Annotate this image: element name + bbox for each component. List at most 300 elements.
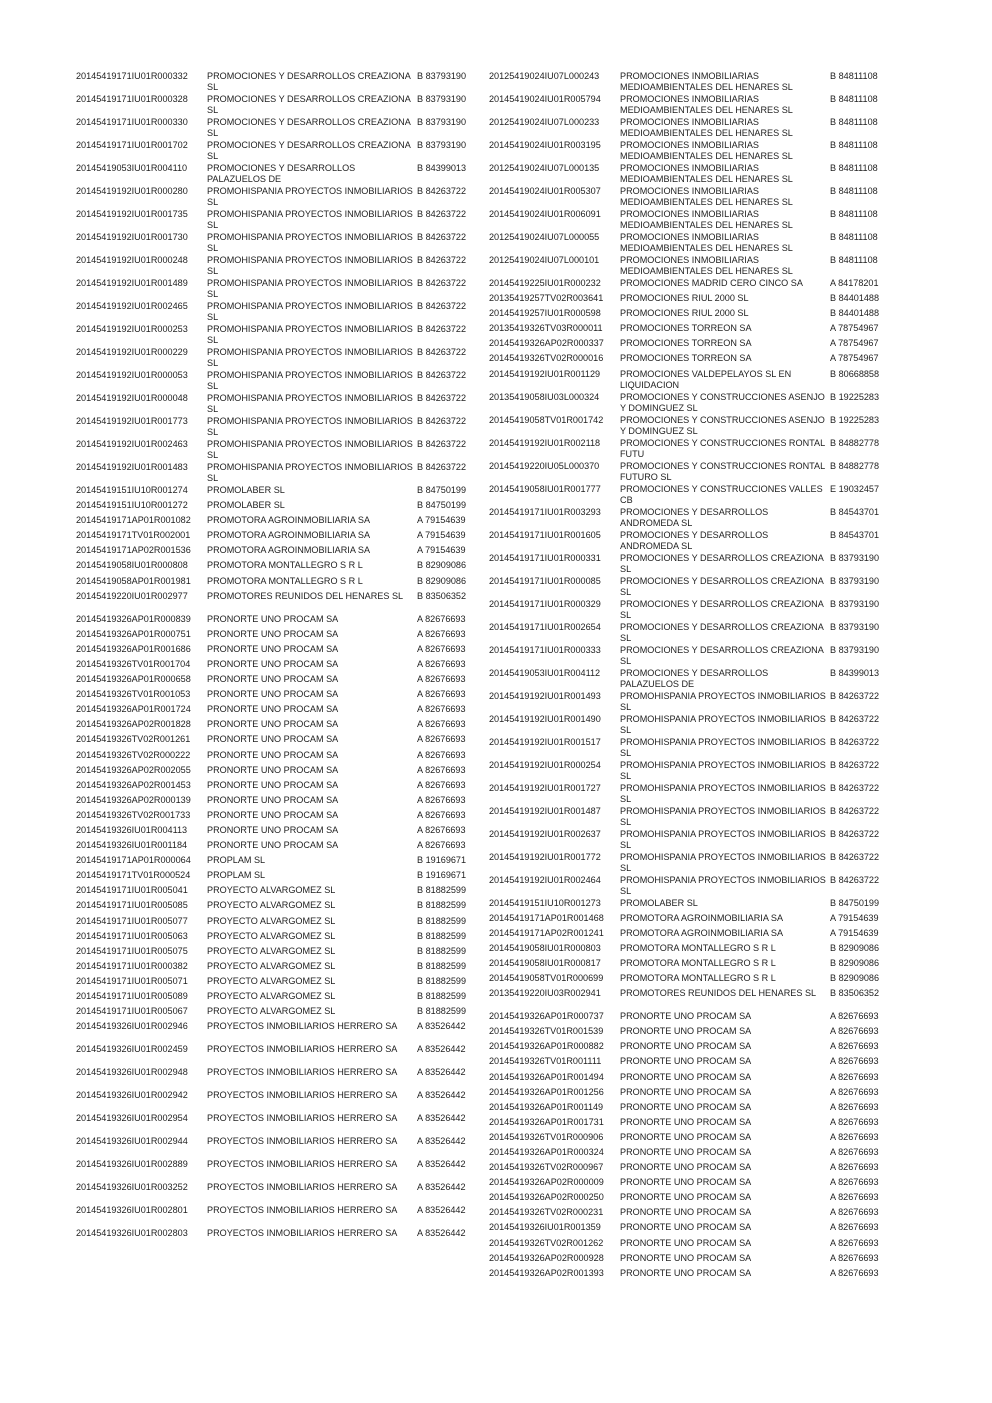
record-id: 20145419171TV01R002001 <box>76 530 191 541</box>
tax-id: A 82676693 <box>417 613 466 624</box>
company-name: PROMOCIONES Y DESARROLLOS CREAZIONA SL <box>207 140 411 162</box>
record-id: 20145419326AP02R000337 <box>489 338 604 349</box>
company-name: PROYECTO ALVARGOMEZ SL <box>207 900 336 911</box>
company-name: PROMOCIONES Y DESARROLLOS ANDROMEDA SL <box>620 506 769 528</box>
table-row <box>489 278 879 293</box>
record-id: 20145419171TV01R000524 <box>76 870 191 881</box>
company-name: PROMOCIONES Y DESARROLLOS PALAZUELOS DE <box>207 163 356 185</box>
company-name: PROMOCIONES Y DESARROLLOS PALAZUELOS DE <box>620 667 769 689</box>
table-row <box>489 852 879 875</box>
record-id: 20145419326AP01R000324 <box>489 1146 604 1157</box>
tax-id: B 84263722 <box>417 324 467 334</box>
tax-id: A 82676693 <box>830 1222 879 1233</box>
table-row <box>76 870 466 885</box>
tax-id: A 82676693 <box>417 704 466 715</box>
company-name: PROPLAM SL <box>207 870 266 881</box>
company-name: PROMOTORA MONTALLEGRO S R L <box>207 560 363 571</box>
table-row <box>76 1113 466 1136</box>
record-id: 20145419171IU01R005089 <box>76 991 188 1001</box>
company-name: PROMOTORA AGROINMOBILIARIA SA <box>620 912 784 923</box>
table-row <box>489 898 879 913</box>
company-name: PROYECTOS INMOBILIARIOS HERRERO SA <box>207 1228 398 1239</box>
table-row <box>489 943 879 958</box>
record-id: 20145419326TV02R000222 <box>76 749 191 760</box>
record-id: 20145419326AP02R000139 <box>76 794 191 805</box>
tax-id: A 78754967 <box>830 353 879 364</box>
record-id: 20145419257IU01R000598 <box>489 308 601 319</box>
company-name: PROMOTORA AGROINMOBILIARIA SA <box>207 545 371 556</box>
tax-id: A 82676693 <box>830 1131 879 1142</box>
table-row <box>489 308 879 323</box>
tax-id: A 78754967 <box>830 338 879 349</box>
record-id: 20145419058IU01R000803 <box>489 942 601 953</box>
record-id: 20145419171IU01R000331 <box>489 552 601 563</box>
record-id: 20145419171AP01R000064 <box>76 855 191 866</box>
tax-id: A 82676693 <box>830 1026 879 1037</box>
record-id: 20145419326TV01R000906 <box>489 1131 604 1142</box>
record-id: 20145419326IU01R003252 <box>76 1182 188 1193</box>
tax-id: B 83793190 <box>830 644 880 655</box>
tax-id: B 83793190 <box>417 140 467 150</box>
table-row <box>76 485 466 500</box>
table-row <box>76 1090 466 1113</box>
table-row <box>76 140 466 163</box>
table-row <box>489 1102 879 1117</box>
company-name: PROMOCIONES Y DESARROLLOS CREAZIONA SL <box>620 598 824 620</box>
company-name: PRONORTE UNO PROCAM SA <box>207 840 339 851</box>
company-name: PROMOCIONES Y CONSTRUCCIONES RONTAL FUTURO SL <box>620 460 825 482</box>
table-row <box>489 1222 879 1237</box>
company-name: PROMOHISPANIA PROYECTOS INMOBILIARIOS SL <box>207 186 413 208</box>
company-name: PRONORTE UNO PROCAM SA <box>207 824 339 835</box>
company-name: PRONORTE UNO PROCAM SA <box>620 1146 752 1157</box>
table-row <box>489 1011 879 1026</box>
company-name: PRONORTE UNO PROCAM SA <box>620 1192 752 1203</box>
tax-id: B 84811108 <box>830 94 878 104</box>
table-row <box>489 530 879 553</box>
record-id: 20125419024IU07L000101 <box>489 255 600 265</box>
table-row <box>76 719 466 734</box>
table-row <box>489 1147 879 1162</box>
record-id: 20145419326IU01R002803 <box>76 1228 188 1239</box>
tax-id: B 82909086 <box>830 973 880 984</box>
record-id: 20145419326IU01R002948 <box>76 1067 188 1078</box>
table-row <box>76 439 466 462</box>
record-id: 20145419171IU01R000085 <box>489 575 601 586</box>
record-id: 20145419192IU01R002637 <box>489 828 601 839</box>
tax-id: B 84263722 <box>417 462 467 472</box>
tax-id: B 84263722 <box>830 851 880 862</box>
tax-id: B 84263722 <box>417 347 467 357</box>
table-row <box>489 117 879 140</box>
tax-id: B 84263722 <box>417 278 467 288</box>
tax-id: B 84263722 <box>417 209 467 219</box>
record-id: 20145419326IU01R001184 <box>76 840 188 851</box>
tax-id: B 81882599 <box>417 1006 467 1017</box>
tax-id: B 81882599 <box>417 915 467 926</box>
record-id: 20145419192IU01R001727 <box>489 782 601 793</box>
table-row <box>76 900 466 915</box>
company-name: PROYECTOS INMOBILIARIOS HERRERO SA <box>207 1205 398 1216</box>
record-id: 20145419171IU01R000333 <box>489 644 601 655</box>
table-row <box>76 810 466 825</box>
table-row <box>489 1268 879 1283</box>
tax-id: B 84263722 <box>830 874 880 885</box>
table-row <box>76 1228 466 1251</box>
table-row <box>489 875 879 898</box>
tax-id: B 84401488 <box>830 293 880 304</box>
record-id: 20145419171IU01R005067 <box>76 1006 188 1017</box>
tax-id: A 82676693 <box>830 1086 879 1097</box>
table-row <box>489 1072 879 1087</box>
tax-id: B 81882599 <box>417 945 467 956</box>
company-name: PRONORTE UNO PROCAM SA <box>620 1011 752 1022</box>
table-row <box>489 232 879 255</box>
table-row <box>76 689 466 704</box>
tax-id: A 82676693 <box>417 674 466 685</box>
table-row <box>76 734 466 749</box>
table-row <box>489 760 879 783</box>
record-id: 20145419220IU05L000370 <box>489 460 600 471</box>
company-name: PROMOHISPANIA PROYECTOS INMOBILIARIOS SL <box>207 462 413 484</box>
record-id: 20145419326AP01R001724 <box>76 704 191 715</box>
record-id: 20145419326TV02R001262 <box>489 1237 604 1248</box>
tax-id: A 82676693 <box>830 1116 879 1127</box>
tax-id: B 84811108 <box>830 255 878 265</box>
tax-id: A 82676693 <box>417 840 466 851</box>
tax-id: B 83793190 <box>417 117 467 127</box>
tax-id: A 82676693 <box>417 764 466 775</box>
table-row <box>76 916 466 931</box>
record-id: 20135419220IU03R002941 <box>489 988 601 999</box>
table-row <box>489 988 879 1011</box>
company-name: PROMOTORA AGROINMOBILIARIA SA <box>620 927 784 938</box>
table-row <box>489 645 879 668</box>
company-name: PROMOCIONES Y CONSTRUCCIONES RONTAL FUTU <box>620 437 825 459</box>
table-row <box>76 324 466 347</box>
table-row <box>76 1205 466 1228</box>
record-id: 20145419326AP02R000928 <box>489 1252 604 1263</box>
record-id: 20145419326AP02R001828 <box>76 719 191 730</box>
company-name: PRONORTE UNO PROCAM SA <box>620 1237 752 1248</box>
company-name: PRONORTE UNO PROCAM SA <box>207 674 339 685</box>
table-row <box>489 392 879 415</box>
company-name: PROMOCIONES Y DESARROLLOS CREAZIONA SL <box>620 552 824 574</box>
tax-id: A 82676693 <box>417 824 466 835</box>
company-name: PROMOTORA MONTALLEGRO S R L <box>207 575 363 586</box>
table-row <box>76 416 466 439</box>
tax-id: B 84543701 <box>830 506 880 517</box>
tax-id: A 83526442 <box>417 1182 466 1193</box>
record-id: 20125419024IU07L000135 <box>489 163 600 173</box>
table-row <box>489 293 879 308</box>
tax-id: A 82676693 <box>830 1011 879 1022</box>
record-id: 20145419326TV02R000016 <box>489 353 604 364</box>
table-row <box>76 885 466 900</box>
table-row <box>489 668 879 691</box>
table-row <box>489 438 879 461</box>
table-row <box>489 783 879 806</box>
company-name: PROMOHISPANIA PROYECTOS INMOBILIARIOS SL <box>620 782 826 804</box>
company-name: PRONORTE UNO PROCAM SA <box>620 1116 752 1127</box>
table-row <box>489 484 879 507</box>
company-name: PRONORTE UNO PROCAM SA <box>207 719 339 730</box>
tax-id: B 84543701 <box>830 529 880 540</box>
table-row <box>76 614 466 629</box>
tax-id: B 84263722 <box>417 255 467 265</box>
company-name: PRONORTE UNO PROCAM SA <box>620 1177 752 1188</box>
company-name: PROMOTORES REUNIDOS DEL HENARES SL <box>620 988 817 999</box>
record-id: 20145419058IU01R001777 <box>489 483 601 494</box>
table-row <box>489 186 879 209</box>
tax-id: A 83526442 <box>417 1021 466 1032</box>
company-name: PROMOCIONES Y CONSTRUCCIONES ASENJO Y DOMINGUEZ SL <box>620 391 825 413</box>
tax-id: A 79154639 <box>417 530 466 541</box>
company-name: PROYECTO ALVARGOMEZ SL <box>207 945 336 956</box>
company-name: PRONORTE UNO PROCAM SA <box>620 1222 752 1233</box>
record-id: 20145419326AP01R000751 <box>76 628 191 639</box>
table-row <box>76 976 466 991</box>
company-name: PROMOHISPANIA PROYECTOS INMOBILIARIOS SL <box>207 347 413 369</box>
company-name: PROMOHISPANIA PROYECTOS INMOBILIARIOS SL <box>207 370 413 392</box>
table-row <box>489 714 879 737</box>
record-id: 20145419326TV01R001111 <box>489 1056 602 1067</box>
tax-id: A 82676693 <box>830 1177 879 1188</box>
company-name: PRONORTE UNO PROCAM SA <box>207 809 339 820</box>
tax-id: A 84178201 <box>830 278 879 288</box>
table-row <box>489 1192 879 1207</box>
company-name: PRONORTE UNO PROCAM SA <box>620 1101 752 1112</box>
record-id: 20145419024IU01R003195 <box>489 140 601 150</box>
table-row <box>76 659 466 674</box>
company-name: PROMOCIONES Y DESARROLLOS ANDROMEDA SL <box>620 529 769 551</box>
company-name: PROMOLABER SL <box>207 485 285 495</box>
record-id: 20145419171IU01R000329 <box>489 598 601 609</box>
tax-id: B 82909086 <box>417 560 467 571</box>
company-name: PRONORTE UNO PROCAM SA <box>620 1267 752 1278</box>
record-id: 20145419326IU01R002954 <box>76 1113 188 1124</box>
table-row <box>76 545 466 560</box>
tax-id: B 83793190 <box>830 598 880 609</box>
record-id: 20145419151IU10R001273 <box>489 897 601 908</box>
record-id: 20145419058IU01R000808 <box>76 560 188 571</box>
record-id: 20145419171IU01R000330 <box>76 117 188 127</box>
record-id: 20145419192IU01R000253 <box>76 324 188 334</box>
record-id: 20145419053IU01R004110 <box>76 163 188 173</box>
record-id: 20145419225IU01R000232 <box>489 278 601 288</box>
tax-id: B 84263722 <box>830 805 880 816</box>
record-id: 20145419192IU01R001489 <box>76 278 188 288</box>
table-row <box>489 353 879 368</box>
table-row <box>489 1117 879 1132</box>
tax-id: B 83793190 <box>830 621 880 632</box>
record-id: 20145419326IU01R002944 <box>76 1136 188 1147</box>
table-row <box>489 913 879 928</box>
record-id: 20145419192IU01R001490 <box>489 713 601 724</box>
table-row <box>489 1056 879 1071</box>
company-name: PROMOCIONES Y DESARROLLOS CREAZIONA SL <box>207 117 411 139</box>
table-row <box>489 323 879 338</box>
table-row <box>489 338 879 353</box>
record-id: 20145419192IU01R002465 <box>76 301 188 311</box>
company-name: PROMOCIONES Y CONSTRUCCIONES ASENJO Y DOMINGUEZ SL <box>620 414 825 436</box>
record-id: 20145419326AP01R000839 <box>76 613 191 624</box>
record-id: 20145419326IU01R004113 <box>76 824 188 835</box>
company-name: PROYECTO ALVARGOMEZ SL <box>207 930 336 941</box>
tax-id: A 82676693 <box>417 658 466 669</box>
record-id: 20125419024IU07L000055 <box>489 232 600 242</box>
company-name: PROMOTORA MONTALLEGRO S R L <box>620 973 776 984</box>
company-name: PROMOCIONES INMOBILIARIAS MEDIOAMBIENTALES DEL HENARES SL <box>620 117 793 139</box>
company-name: PROYECTO ALVARGOMEZ SL <box>207 960 336 971</box>
tax-id: A 82676693 <box>830 1162 879 1173</box>
record-id: 20145419024IU01R005794 <box>489 94 601 104</box>
company-name: PROMOCIONES Y CONSTRUCCIONES VALLES CB <box>620 483 823 505</box>
company-name: PRONORTE UNO PROCAM SA <box>207 613 339 624</box>
company-name: PROMOCIONES TORREON SA <box>620 338 752 349</box>
record-id: 20145419192IU01R001773 <box>76 416 188 426</box>
company-name: PROMOCIONES RIUL 2000 SL <box>620 308 749 319</box>
table-row <box>489 163 879 186</box>
record-id: 20145419326IU01R002946 <box>76 1021 188 1032</box>
table-row <box>76 644 466 659</box>
tax-id: B 83793190 <box>417 94 467 104</box>
record-id: 20145419326AP01R000658 <box>76 674 191 685</box>
tax-id: A 83526442 <box>417 1205 466 1216</box>
record-id: 20145419024IU01R006091 <box>489 209 601 219</box>
tax-id: B 19169671 <box>417 855 467 866</box>
record-id: 20145419192IU01R000280 <box>76 186 188 196</box>
table-row <box>489 1026 879 1041</box>
record-id: 20125419024IU07L000243 <box>489 71 600 81</box>
company-name: PROMOHISPANIA PROYECTOS INMOBILIARIOS SL <box>620 759 826 781</box>
record-id: 20145419171IU01R000328 <box>76 94 188 104</box>
table-row <box>76 71 466 94</box>
tax-id: B 84750199 <box>417 485 467 495</box>
record-id: 20145419326TV02R000967 <box>489 1162 604 1173</box>
company-name: PROMOCIONES INMOBILIARIAS MEDIOAMBIENTALES DEL HENARES SL <box>620 140 793 162</box>
table-row <box>76 301 466 324</box>
table-row <box>76 515 466 530</box>
record-id: 20145419326AP01R000737 <box>489 1011 604 1022</box>
record-id: 20145419326TV01R001704 <box>76 658 191 669</box>
company-name: PRONORTE UNO PROCAM SA <box>207 794 339 805</box>
tax-id: B 82909086 <box>830 957 880 968</box>
table-row <box>489 599 879 622</box>
left-column <box>76 71 466 1251</box>
company-name: PROMOCIONES INMOBILIARIAS MEDIOAMBIENTALES DEL HENARES SL <box>620 94 793 116</box>
tax-id: B 84811108 <box>830 117 878 127</box>
tax-id: A 83526442 <box>417 1159 466 1170</box>
record-id: 20145419192IU01R002463 <box>76 439 188 449</box>
tax-id: A 82676693 <box>417 749 466 760</box>
right-column <box>489 71 879 1283</box>
table-row <box>489 1162 879 1177</box>
record-id: 20145419326IU01R002942 <box>76 1090 188 1101</box>
tax-id: B 84399013 <box>830 667 880 678</box>
tax-id: A 79154639 <box>830 927 879 938</box>
tax-id: A 82676693 <box>830 1192 879 1203</box>
table-row <box>76 393 466 416</box>
tax-id: B 83793190 <box>830 575 880 586</box>
record-id: 20145419326IU01R002801 <box>76 1205 188 1216</box>
record-id: 20145419171AP02R001241 <box>489 927 604 938</box>
company-name: PROMOCIONES RIUL 2000 SL <box>620 293 749 304</box>
tax-id: E 19032457 <box>830 483 880 494</box>
record-id: 20145419171IU01R002654 <box>489 621 601 632</box>
tax-id: B 84263722 <box>417 393 467 403</box>
record-id: 20145419326TV01R001539 <box>489 1026 604 1037</box>
company-name: PROMOLABER SL <box>207 500 285 511</box>
company-name: PROYECTOS INMOBILIARIOS HERRERO SA <box>207 1182 398 1193</box>
tax-id: B 84750199 <box>830 897 880 908</box>
company-name: PRONORTE UNO PROCAM SA <box>620 1071 752 1082</box>
table-row <box>489 461 879 484</box>
table-row <box>489 928 879 943</box>
company-name: PROMOTORA AGROINMOBILIARIA SA <box>207 530 371 541</box>
tax-id: A 82676693 <box>417 628 466 639</box>
company-name: PROMOHISPANIA PROYECTOS INMOBILIARIOS SL <box>207 232 413 254</box>
table-row <box>76 795 466 810</box>
tax-id: A 78754967 <box>830 323 879 334</box>
table-row <box>76 825 466 840</box>
record-id: 20145419192IU01R001487 <box>489 805 601 816</box>
record-id: 20145419171IU01R005077 <box>76 915 188 926</box>
table-row <box>76 780 466 795</box>
tax-id: B 84263722 <box>830 713 880 724</box>
tax-id: B 84263722 <box>417 232 467 242</box>
company-name: PROMOCIONES MADRID CERO CINCO SA <box>620 278 803 288</box>
company-name: PROMOHISPANIA PROYECTOS INMOBILIARIOS SL <box>620 690 826 712</box>
table-row <box>76 931 466 946</box>
table-row <box>76 94 466 117</box>
company-name: PRONORTE UNO PROCAM SA <box>620 1131 752 1142</box>
company-name: PROMOHISPANIA PROYECTOS INMOBILIARIOS SL <box>207 301 413 323</box>
record-id: 20145419171IU01R005063 <box>76 930 188 941</box>
table-row <box>76 1006 466 1021</box>
record-id: 20145419326TV02R001261 <box>76 734 191 745</box>
tax-id: B 84263722 <box>417 439 467 449</box>
table-row <box>489 973 879 988</box>
table-row <box>76 704 466 719</box>
tax-id: B 84399013 <box>417 163 467 173</box>
table-row <box>489 1177 879 1192</box>
tax-id: B 19169671 <box>417 870 467 881</box>
tax-id: B 83506352 <box>417 590 467 601</box>
table-row <box>76 1044 466 1067</box>
table-row <box>76 1067 466 1090</box>
company-name: PROPLAM SL <box>207 855 266 866</box>
tax-id: B 84811108 <box>830 71 878 81</box>
table-row <box>76 674 466 689</box>
tax-id: B 84263722 <box>830 759 880 770</box>
tax-id: B 84263722 <box>417 370 467 380</box>
table-row <box>489 806 879 829</box>
table-row <box>76 500 466 515</box>
company-name: PROMOCIONES Y DESARROLLOS CREAZIONA SL <box>207 71 411 93</box>
company-name: PROMOTORES REUNIDOS DEL HENARES SL <box>207 590 404 601</box>
tax-id: B 84263722 <box>417 416 467 426</box>
record-id: 20145419192IU01R000254 <box>489 759 601 770</box>
table-row <box>76 991 466 1006</box>
record-id: 20145419326AP02R000009 <box>489 1177 604 1188</box>
table-row <box>76 163 466 186</box>
company-name: PRONORTE UNO PROCAM SA <box>620 1041 752 1052</box>
tax-id: A 82676693 <box>830 1146 879 1157</box>
record-id: 20145419053IU01R004112 <box>489 667 601 678</box>
company-name: PRONORTE UNO PROCAM SA <box>207 779 339 790</box>
tax-id: B 84263722 <box>417 186 467 196</box>
